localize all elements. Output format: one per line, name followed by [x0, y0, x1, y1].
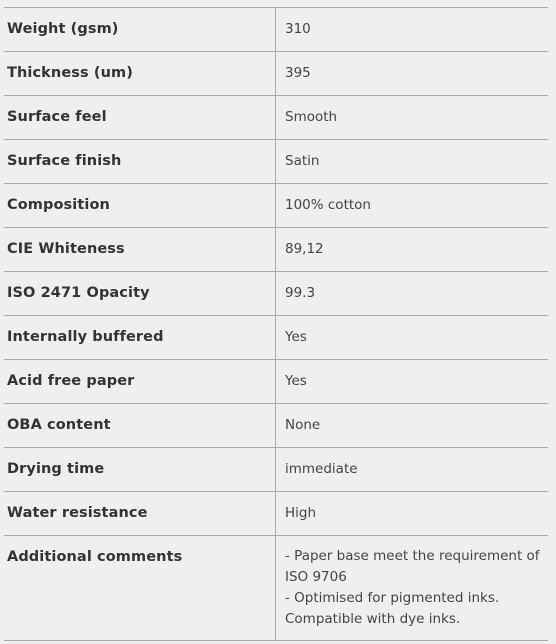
spec-label-surface-finish: Surface finish [7, 153, 122, 169]
spec-label-oba-content: OBA content [7, 417, 111, 433]
spec-row-surface-finish [4, 140, 548, 184]
spec-value-cie-whiteness: 89,12 [285, 241, 324, 257]
spec-row-water-resistance [4, 492, 548, 536]
specifications-table-body [4, 8, 548, 641]
spec-label-cell [4, 360, 276, 404]
spec-row-weight [4, 8, 548, 52]
spec-label-cell [4, 140, 276, 184]
spec-value-additional-comments: - Paper base meet the requirement of ISO 9706 - Optimised for pigmented inks. Compatible with dye inks. [285, 548, 540, 627]
spec-row-opacity [4, 272, 548, 316]
spec-value-opacity: 99.3 [285, 285, 316, 301]
spec-label-cell [4, 316, 276, 360]
spec-label-cell [4, 448, 276, 492]
spec-value-cell [276, 536, 549, 641]
spec-label-opacity: ISO 2471 Opacity [7, 285, 150, 301]
spec-label-cell [4, 228, 276, 272]
spec-value-cell [276, 52, 549, 96]
spec-value-acid-free: Yes [285, 373, 307, 389]
spec-value-weight: 310 [285, 21, 311, 37]
spec-label-cell [4, 404, 276, 448]
spec-label-cell [4, 184, 276, 228]
spec-row-additional-comments [4, 536, 548, 641]
spec-label-composition: Composition [7, 197, 110, 213]
spec-row-acid-free [4, 360, 548, 404]
spec-value-cell [276, 184, 549, 228]
spec-label-cell [4, 492, 276, 536]
spec-row-surface-feel [4, 96, 548, 140]
spec-label-surface-feel: Surface feel [7, 109, 107, 125]
spec-value-cell [276, 140, 549, 184]
spec-label-thickness: Thickness (um) [7, 65, 133, 81]
spec-value-water-resistance: High [285, 505, 317, 521]
spec-row-composition [4, 184, 548, 228]
spec-label-cell [4, 536, 276, 641]
spec-label-additional-comments: Additional comments [7, 549, 183, 565]
spec-value-cell [276, 8, 549, 52]
spec-label-acid-free: Acid free paper [7, 373, 135, 389]
spec-value-cell [276, 272, 549, 316]
spec-label-cell [4, 8, 276, 52]
spec-label-cie-whiteness: CIE Whiteness [7, 241, 125, 257]
specifications-table [4, 7, 548, 641]
spec-value-drying-time: immediate [285, 461, 358, 477]
spec-row-drying-time [4, 448, 548, 492]
spec-value-cell [276, 228, 549, 272]
spec-label-cell [4, 272, 276, 316]
spec-label-cell [4, 96, 276, 140]
spec-row-thickness [4, 52, 548, 96]
spec-label-cell [4, 52, 276, 96]
spec-value-thickness: 395 [285, 65, 311, 81]
spec-label-water-resistance: Water resistance [7, 505, 148, 521]
spec-value-surface-feel: Smooth [285, 109, 338, 125]
spec-value-oba-content: None [285, 417, 321, 433]
spec-value-cell [276, 404, 549, 448]
spec-value-internally-buffered: Yes [285, 329, 307, 345]
spec-label-drying-time: Drying time [7, 461, 105, 477]
spec-value-cell [276, 360, 549, 404]
spec-label-weight: Weight (gsm) [7, 21, 119, 37]
spec-value-composition: 100% cotton [285, 197, 371, 213]
spec-row-cie-whiteness [4, 228, 548, 272]
spec-value-cell [276, 448, 549, 492]
spec-value-cell [276, 316, 549, 360]
spec-value-cell [276, 492, 549, 536]
spec-label-internally-buffered: Internally buffered [7, 329, 164, 345]
spec-row-internally-buffered [4, 316, 548, 360]
spec-row-oba-content [4, 404, 548, 448]
spec-value-surface-finish: Satin [285, 153, 320, 169]
spec-value-cell [276, 96, 549, 140]
